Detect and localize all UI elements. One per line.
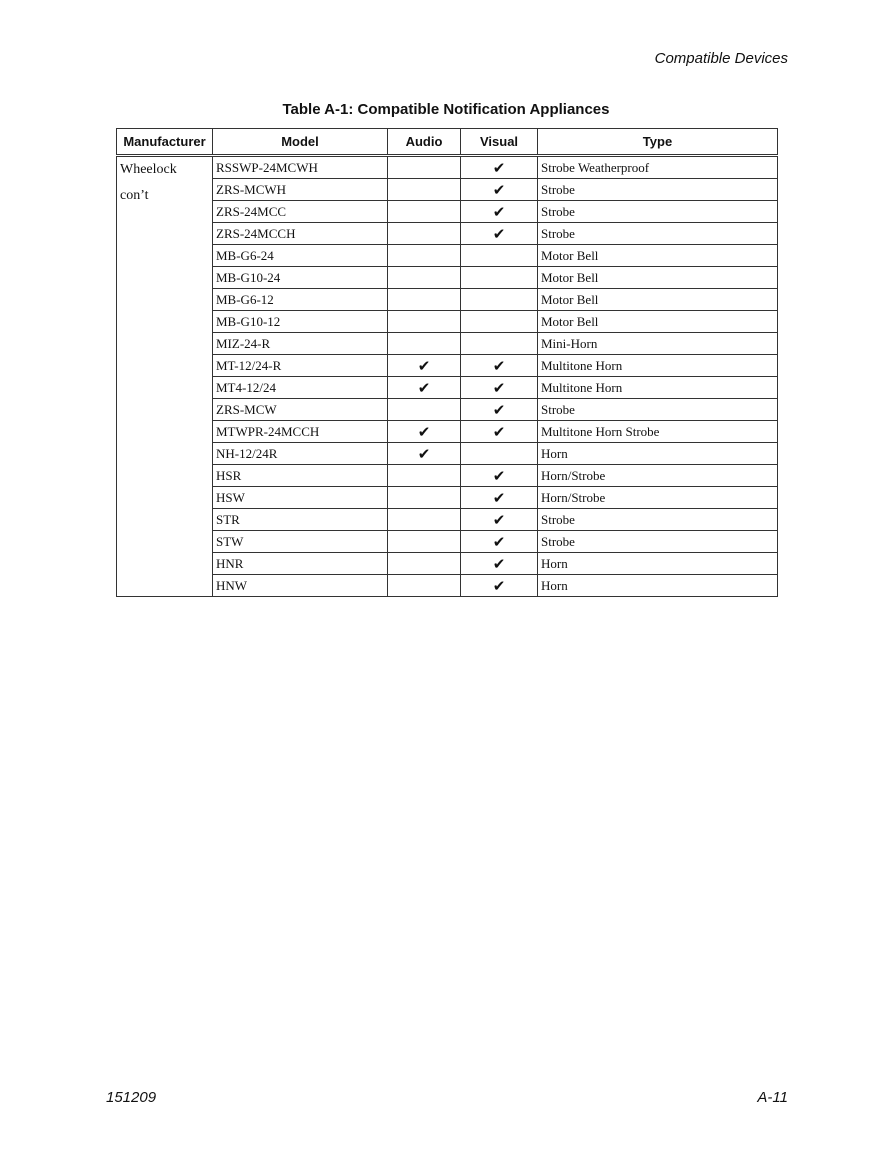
document-number: 151209 — [106, 1089, 157, 1106]
model-cell: ZRS-MCWH — [213, 179, 388, 201]
table-row — [117, 267, 778, 289]
model-cell: ZRS-24MCCH — [213, 223, 388, 245]
type-cell: Strobe — [538, 531, 778, 553]
type-cell: Motor Bell — [538, 245, 778, 267]
type-cell: Mini-Horn — [538, 333, 778, 355]
audio-cell — [388, 575, 461, 597]
table-row — [117, 421, 778, 443]
model-cell: STW — [213, 531, 388, 553]
visual-check-icon: ✔ — [461, 156, 538, 179]
model-cell: MB-G6-24 — [213, 245, 388, 267]
model-cell: NH-12/24R — [213, 443, 388, 465]
table-row — [117, 201, 778, 223]
table-row — [117, 509, 778, 531]
type-cell: Horn/Strobe — [538, 487, 778, 509]
visual-cell — [461, 245, 538, 267]
audio-check-icon: ✔ — [388, 443, 461, 465]
table-title: Table A-1: Compatible Notification Appliances — [282, 101, 610, 118]
type-cell: Motor Bell — [538, 289, 778, 311]
type-cell: Horn/Strobe — [538, 465, 778, 487]
visual-check-icon: ✔ — [461, 421, 538, 443]
type-cell: Strobe Weatherproof — [538, 156, 778, 179]
table-row — [117, 179, 778, 201]
audio-check-icon: ✔ — [388, 421, 461, 443]
table-row — [117, 377, 778, 399]
model-cell: MT-12/24-R — [213, 355, 388, 377]
visual-check-icon: ✔ — [461, 399, 538, 421]
visual-check-icon: ✔ — [461, 223, 538, 245]
visual-cell — [461, 333, 538, 355]
column-header-audio: Audio — [388, 129, 461, 156]
table-row — [117, 289, 778, 311]
audio-cell — [388, 487, 461, 509]
audio-cell — [388, 289, 461, 311]
column-header-manufacturer: Manufacturer — [117, 129, 213, 156]
type-cell: Horn — [538, 443, 778, 465]
model-cell: STR — [213, 509, 388, 531]
visual-check-icon: ✔ — [461, 179, 538, 201]
model-cell: RSSWP-24MCWH — [213, 156, 388, 179]
table-row — [117, 245, 778, 267]
audio-cell — [388, 311, 461, 333]
model-cell: HSW — [213, 487, 388, 509]
manufacturer-cell — [117, 156, 213, 597]
column-header-type: Type — [538, 129, 778, 156]
table-row — [117, 575, 778, 597]
audio-cell — [388, 399, 461, 421]
type-cell: Strobe — [538, 223, 778, 245]
model-cell: HNR — [213, 553, 388, 575]
audio-cell — [388, 553, 461, 575]
column-header-model: Model — [213, 129, 388, 156]
type-cell: Motor Bell — [538, 311, 778, 333]
visual-check-icon: ✔ — [461, 487, 538, 509]
type-cell: Motor Bell — [538, 267, 778, 289]
table-row — [117, 443, 778, 465]
visual-cell — [461, 267, 538, 289]
model-cell: MB-G6-12 — [213, 289, 388, 311]
type-cell: Strobe — [538, 201, 778, 223]
audio-cell — [388, 465, 461, 487]
table-row — [117, 156, 778, 179]
audio-cell — [388, 156, 461, 179]
table-row — [117, 465, 778, 487]
model-cell: MT4-12/24 — [213, 377, 388, 399]
model-cell: HSR — [213, 465, 388, 487]
manufacturer-continued: con’t — [120, 188, 149, 203]
type-cell: Strobe — [538, 399, 778, 421]
table-row — [117, 399, 778, 421]
visual-check-icon: ✔ — [461, 575, 538, 597]
table-row — [117, 531, 778, 553]
audio-cell — [388, 245, 461, 267]
table-header-row — [117, 129, 778, 156]
model-cell: ZRS-24MCC — [213, 201, 388, 223]
visual-check-icon: ✔ — [461, 531, 538, 553]
manufacturer-name: Wheelock — [120, 162, 177, 177]
type-cell: Multitone Horn — [538, 377, 778, 399]
table-row — [117, 223, 778, 245]
audio-cell — [388, 531, 461, 553]
table-row — [117, 355, 778, 377]
model-cell: MIZ-24-R — [213, 333, 388, 355]
visual-check-icon: ✔ — [461, 553, 538, 575]
visual-check-icon: ✔ — [461, 465, 538, 487]
visual-cell — [461, 289, 538, 311]
type-cell: Multitone Horn — [538, 355, 778, 377]
visual-check-icon: ✔ — [461, 201, 538, 223]
visual-check-icon: ✔ — [461, 355, 538, 377]
audio-cell — [388, 509, 461, 531]
audio-cell — [388, 267, 461, 289]
table-row — [117, 333, 778, 355]
model-cell: ZRS-MCW — [213, 399, 388, 421]
compatible-appliances-table — [116, 128, 778, 597]
type-cell: Multitone Horn Strobe — [538, 421, 778, 443]
audio-cell — [388, 333, 461, 355]
column-header-visual: Visual — [461, 129, 538, 156]
page-number: A-11 — [757, 1089, 788, 1106]
audio-cell — [388, 201, 461, 223]
type-cell: Horn — [538, 575, 778, 597]
visual-check-icon: ✔ — [461, 509, 538, 531]
table-row — [117, 487, 778, 509]
table-row — [117, 553, 778, 575]
audio-cell — [388, 179, 461, 201]
running-header: Compatible Devices — [654, 50, 788, 67]
audio-cell — [388, 223, 461, 245]
audio-check-icon: ✔ — [388, 377, 461, 399]
model-cell: MB-G10-24 — [213, 267, 388, 289]
visual-cell — [461, 311, 538, 333]
visual-cell — [461, 443, 538, 465]
type-cell: Strobe — [538, 179, 778, 201]
model-cell: MB-G10-12 — [213, 311, 388, 333]
visual-check-icon: ✔ — [461, 377, 538, 399]
type-cell: Strobe — [538, 509, 778, 531]
audio-check-icon: ✔ — [388, 355, 461, 377]
model-cell: MTWPR-24MCCH — [213, 421, 388, 443]
model-cell: HNW — [213, 575, 388, 597]
table-row — [117, 311, 778, 333]
table-body — [117, 156, 778, 597]
type-cell: Horn — [538, 553, 778, 575]
